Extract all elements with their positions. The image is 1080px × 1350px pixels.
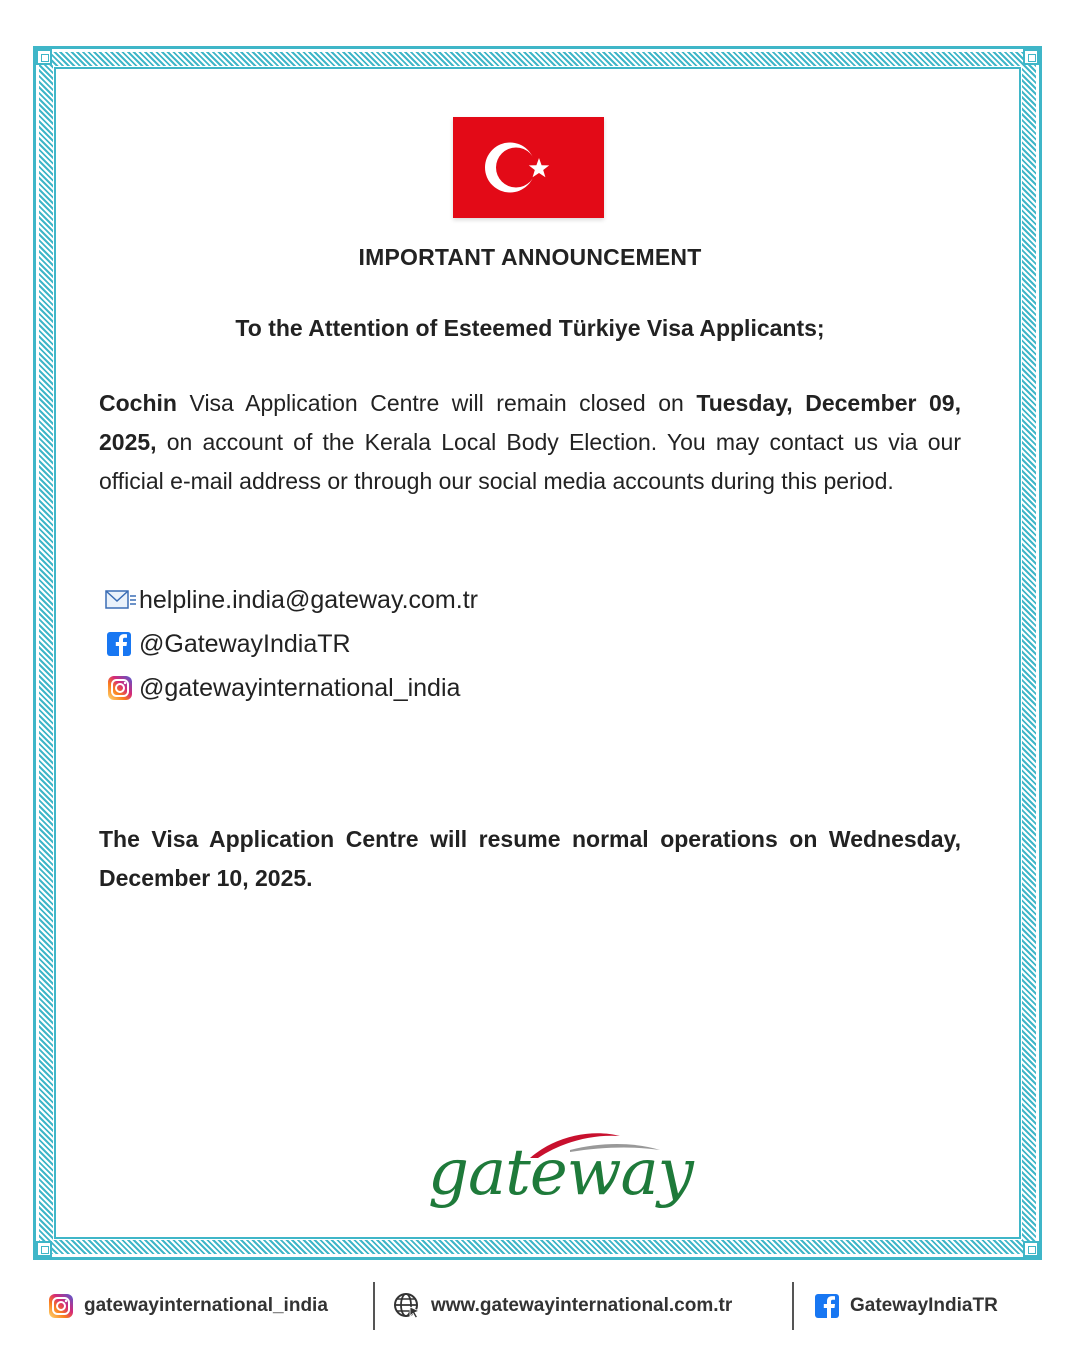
facebook-handle: @GatewayIndiaTR — [139, 629, 351, 658]
instagram-handle: @gatewayinternational_india — [139, 673, 461, 702]
turkey-flag — [453, 117, 604, 218]
footer-divider — [792, 1282, 794, 1330]
footer — [0, 1278, 1080, 1338]
footer-facebook-link[interactable] — [814, 1290, 998, 1322]
paragraph-text: on account of the Kerala Local Body Election. You may contact us via our official e-mail address or through our social media accounts during this period. — [99, 429, 961, 494]
footer-facebook-text: GatewayIndiaTR — [850, 1295, 998, 1316]
facebook-icon — [814, 1293, 840, 1319]
page-title: IMPORTANT ANNOUNCEMENT — [358, 244, 702, 270]
contact-email[interactable] — [105, 584, 478, 616]
border-corner — [36, 1241, 52, 1257]
page-subtitle: To the Attention of Esteemed Türkiye Visa Applicants; — [235, 315, 825, 341]
email-address: helpline.india@gateway.com.tr — [139, 585, 478, 614]
instagram-icon — [48, 1293, 74, 1319]
resume-notice: The Visa Application Centre will resume normal operations on Wednesday, December 10, 2025. — [99, 826, 961, 891]
globe-icon — [393, 1292, 421, 1320]
footer-website-text: www.gatewayinternational.com.tr — [431, 1295, 733, 1316]
footer-website-link[interactable] — [393, 1290, 732, 1322]
city-name: Cochin — [99, 390, 177, 416]
facebook-icon — [105, 630, 137, 658]
logo-text: gateway — [428, 1136, 693, 1210]
footer-divider — [373, 1282, 375, 1330]
border-corner — [1023, 49, 1039, 65]
announcement-paragraph — [99, 384, 961, 501]
footer-instagram-text: gatewayinternational_india — [84, 1295, 328, 1316]
paragraph-text: Visa Application Centre will remain closed on — [176, 390, 697, 416]
border-corner — [1023, 1241, 1039, 1257]
closure-date: Tuesday, December 09, 2025, — [99, 390, 961, 455]
contact-facebook[interactable] — [105, 628, 351, 660]
contact-instagram[interactable] — [105, 672, 460, 704]
border-corner — [36, 49, 52, 65]
gateway-logo — [420, 1128, 693, 1218]
email-icon — [105, 586, 137, 614]
footer-instagram-link[interactable] — [48, 1290, 328, 1322]
instagram-icon — [105, 674, 137, 702]
